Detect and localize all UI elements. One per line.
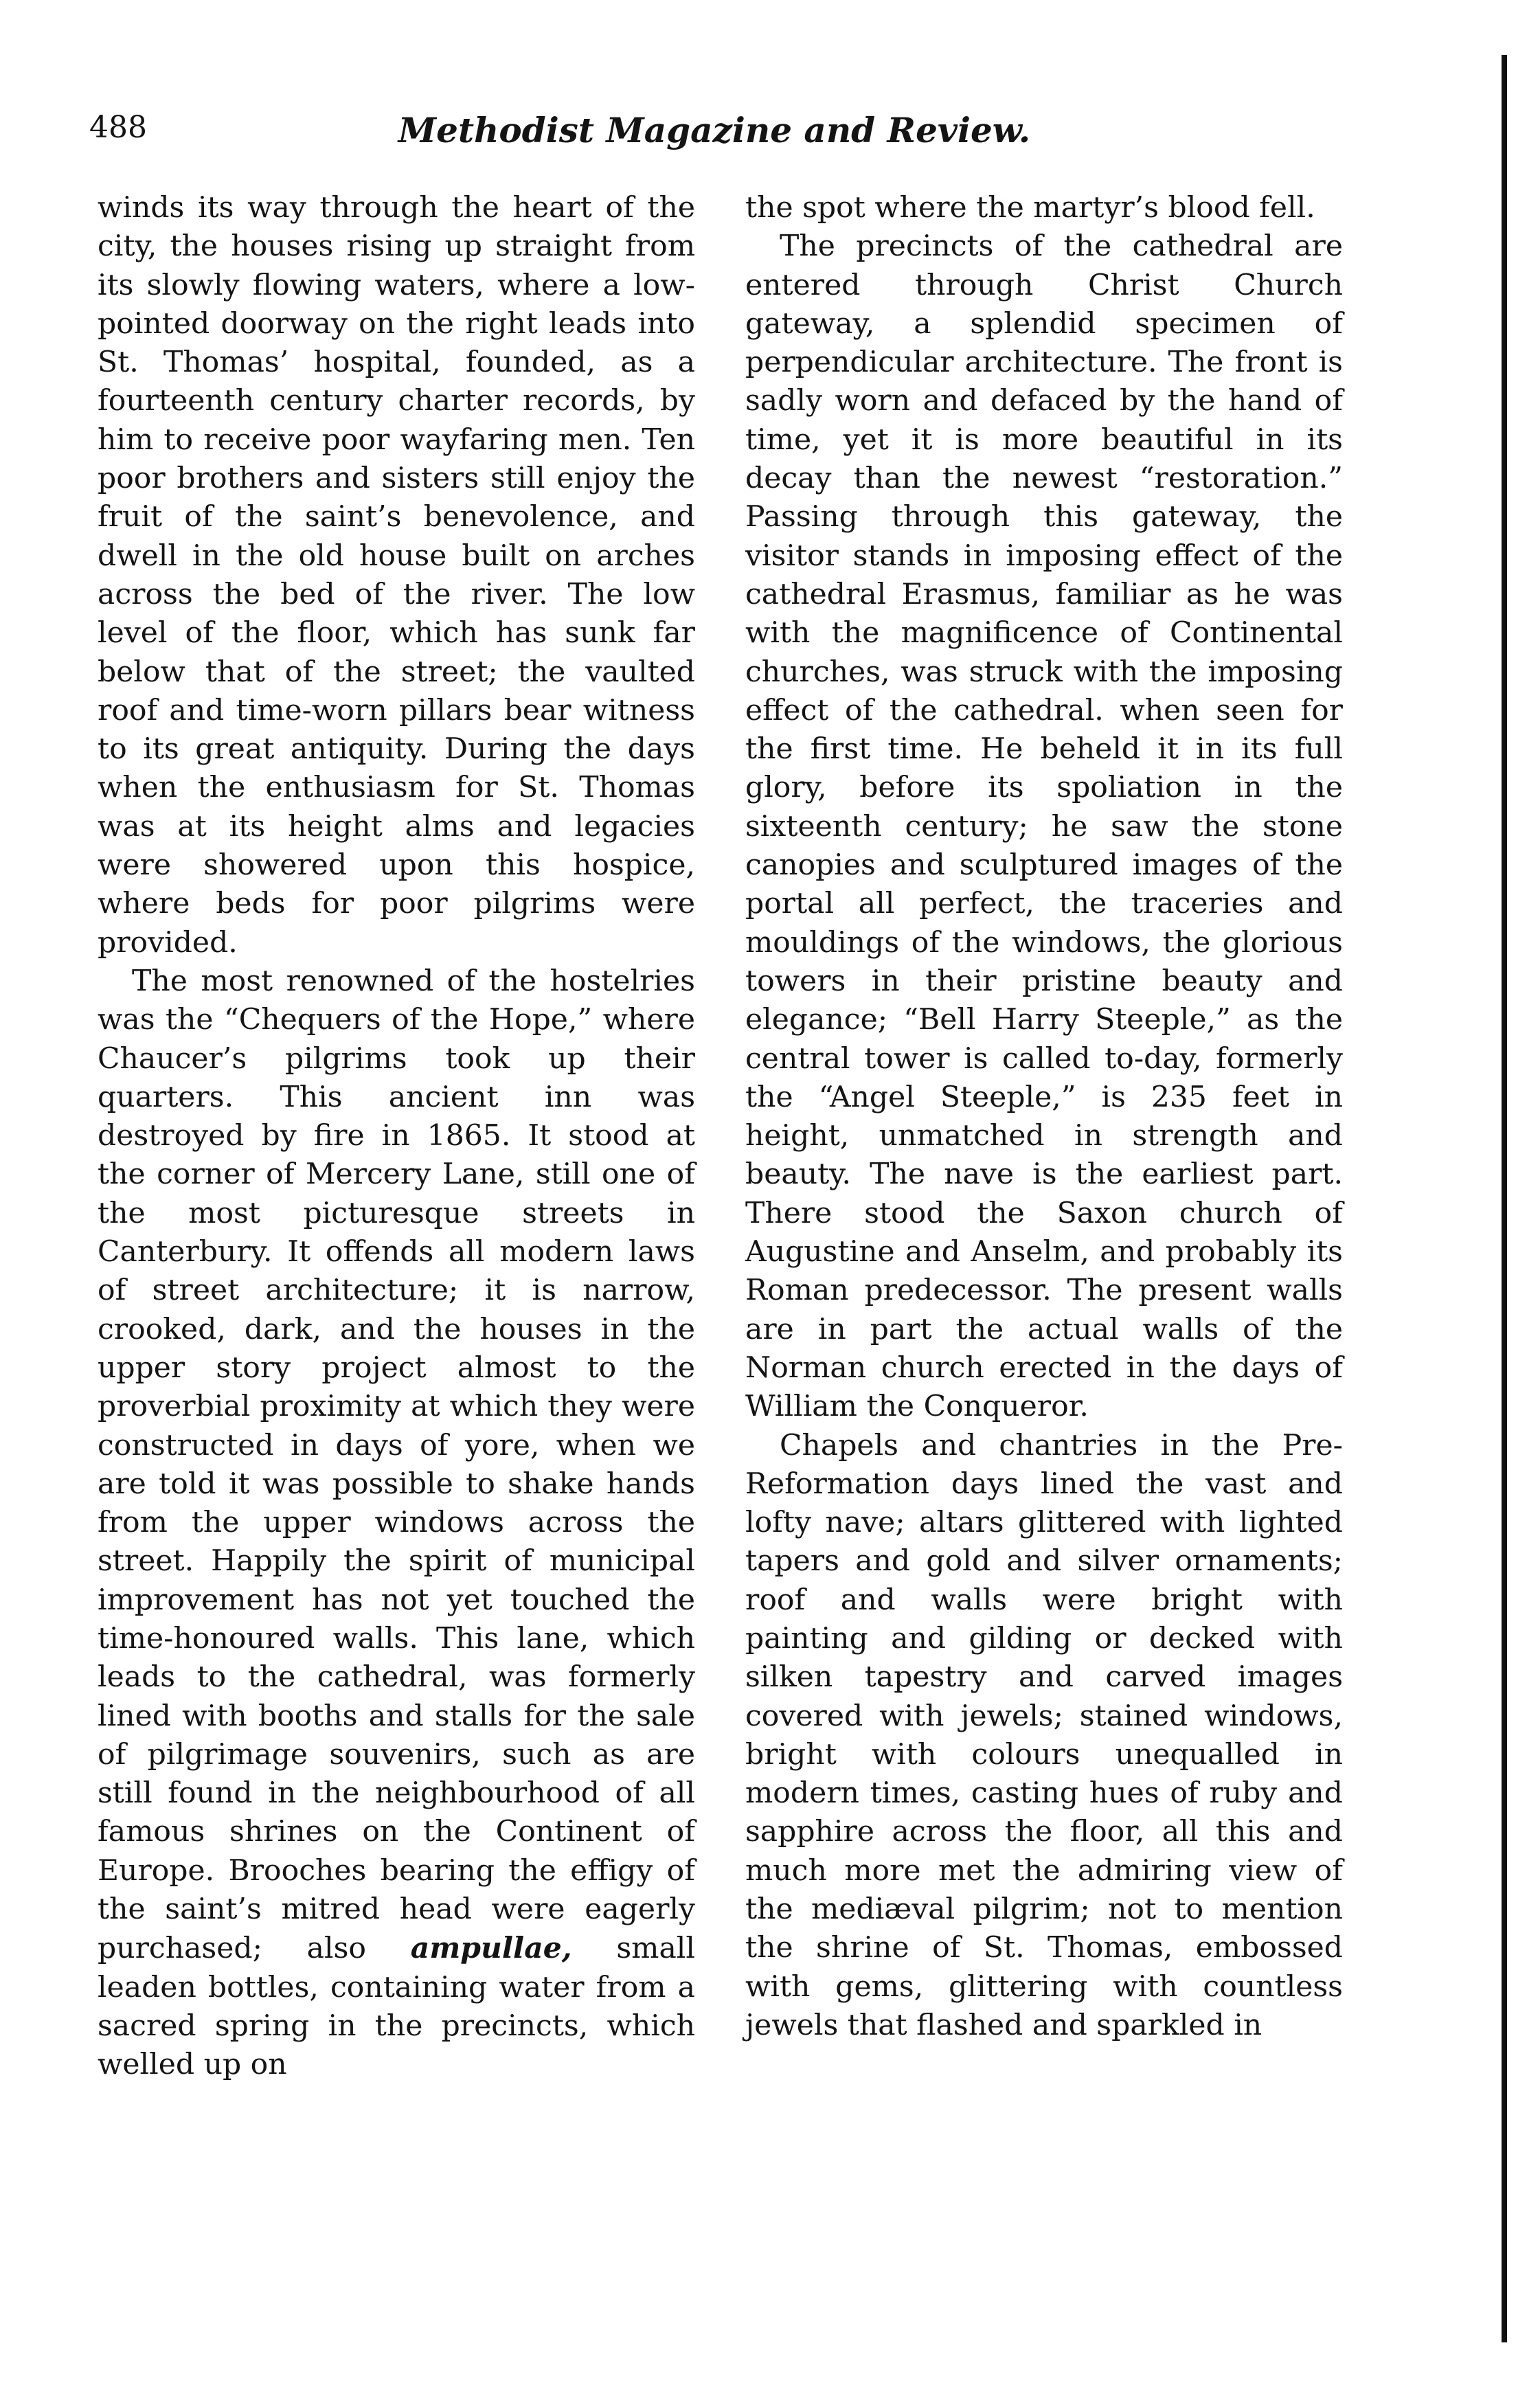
- right-column: [745, 189, 1343, 2045]
- page-header: [89, 110, 1339, 165]
- left-column: [98, 189, 695, 2085]
- paragraph: winds its way through the heart of the city, the houses rising up straight from its slowly flowing waters, where a low-pointed doorway on the right leads into St. Thomas’ hospital, founded, as a fourteenth century charter records, by him to receive poor wayfaring men. Ten poor brothers and sisters still enjoy the fruit of the saint’s benevolence, and dwell in the old house built on arches across the bed of the river. The low level of the floor, which has sunk far below that of the street; the vaulted roof and time-worn pillars bear witness to its great antiquity. During the days when the enthusiasm for St. Thomas was at its height alms and legacies were showered upon this hospice, where beds for poor pilgrims were provided.: [98, 191, 695, 960]
- running-title: Methodist Magazine and Review.: [398, 110, 1031, 150]
- paragraph-text: The most renowned of the hostelries was the “Chequers of the Hope,” where Chaucer’s pilgrims took up their quarters. This ancient inn was destroyed by fire in 1865. It stood at the corner of Mercery Lane, still one of the most picturesque streets in Canterbury. It offends all modern laws of street architecture; it is narrow, crooked, dark, and the houses in the upper story project almost to the proverbial proximity at which they were constructed in days of yore, when we are told it was possible to shake hands from the upper windows across the street. Happily the spirit of municipal improvement has not yet touched the time-honoured walls. This lane, which leads to the cathedral, was formerly lined with booths and stalls for the sale of pilgrimage souvenirs, such as are still found in the neighbourhood of all famous shrines on the Continent of Europe. Brooches bearing the effigy of the saint’s mitred head were eagerly purchased; also: [98, 964, 695, 1966]
- paragraph-text: small leaden bottles, containing water from a sacred spring in the precincts, which welled up on: [98, 1932, 695, 2082]
- paragraph: The precincts of the cathedral are entered through Christ Church gateway, a splendid specimen of perpendicular architecture. The front is sadly worn and defaced by the hand of time, yet it is more beautiful in its decay than the newest “restoration.” Passing through this gateway, the visitor stands in imposing effect of the cathedral Erasmus, familiar as he was with the magnificence of Continental churches, was struck with the imposing effect of the cathedral. when seen for the first time. He beheld it in its full glory, before its spoliation in the sixteenth century; he saw the stone canopies and sculptured images of the portal all perfect, the traceries and mouldings of the windows, the glorious towers in their pristine beauty and elegance; “Bell Harry Steeple,” as the central tower is called to-day, formerly the “Angel Steeple,” is 235 feet in height, unmatched in strength and beauty. The nave is the earliest part. There stood the Saxon church of Augustine and Anselm, and probably its Roman predecessor. The present walls are in part the actual walls of the Norman church erected in the days of William the Conqueror.: [745, 229, 1343, 1424]
- paragraph: the spot where the martyr’s blood fell.: [745, 191, 1315, 225]
- page-edge-rule: [1502, 55, 1507, 2342]
- paragraph: Chapels and chantries in the Pre-Reformation days lined the vast and lofty nave; altars glittered with lighted tapers and gold and silver ornaments; roof and walls were bright with painting and gilding or decked with silken tapestry and carved images covered with jewels; stained windows, bright with colours unequalled in modern times, casting hues of ruby and sapphire across the floor, all this and much more met the admiring view of the mediæval pilgrim; not to mention the shrine of St. Thomas, embossed with gems, glittering with countless jewels that flashed and sparkled in: [745, 1428, 1343, 2042]
- paragraph: [98, 962, 695, 2085]
- page-number: 488: [89, 110, 147, 145]
- emphasized-term: ampullae,: [410, 1931, 572, 1966]
